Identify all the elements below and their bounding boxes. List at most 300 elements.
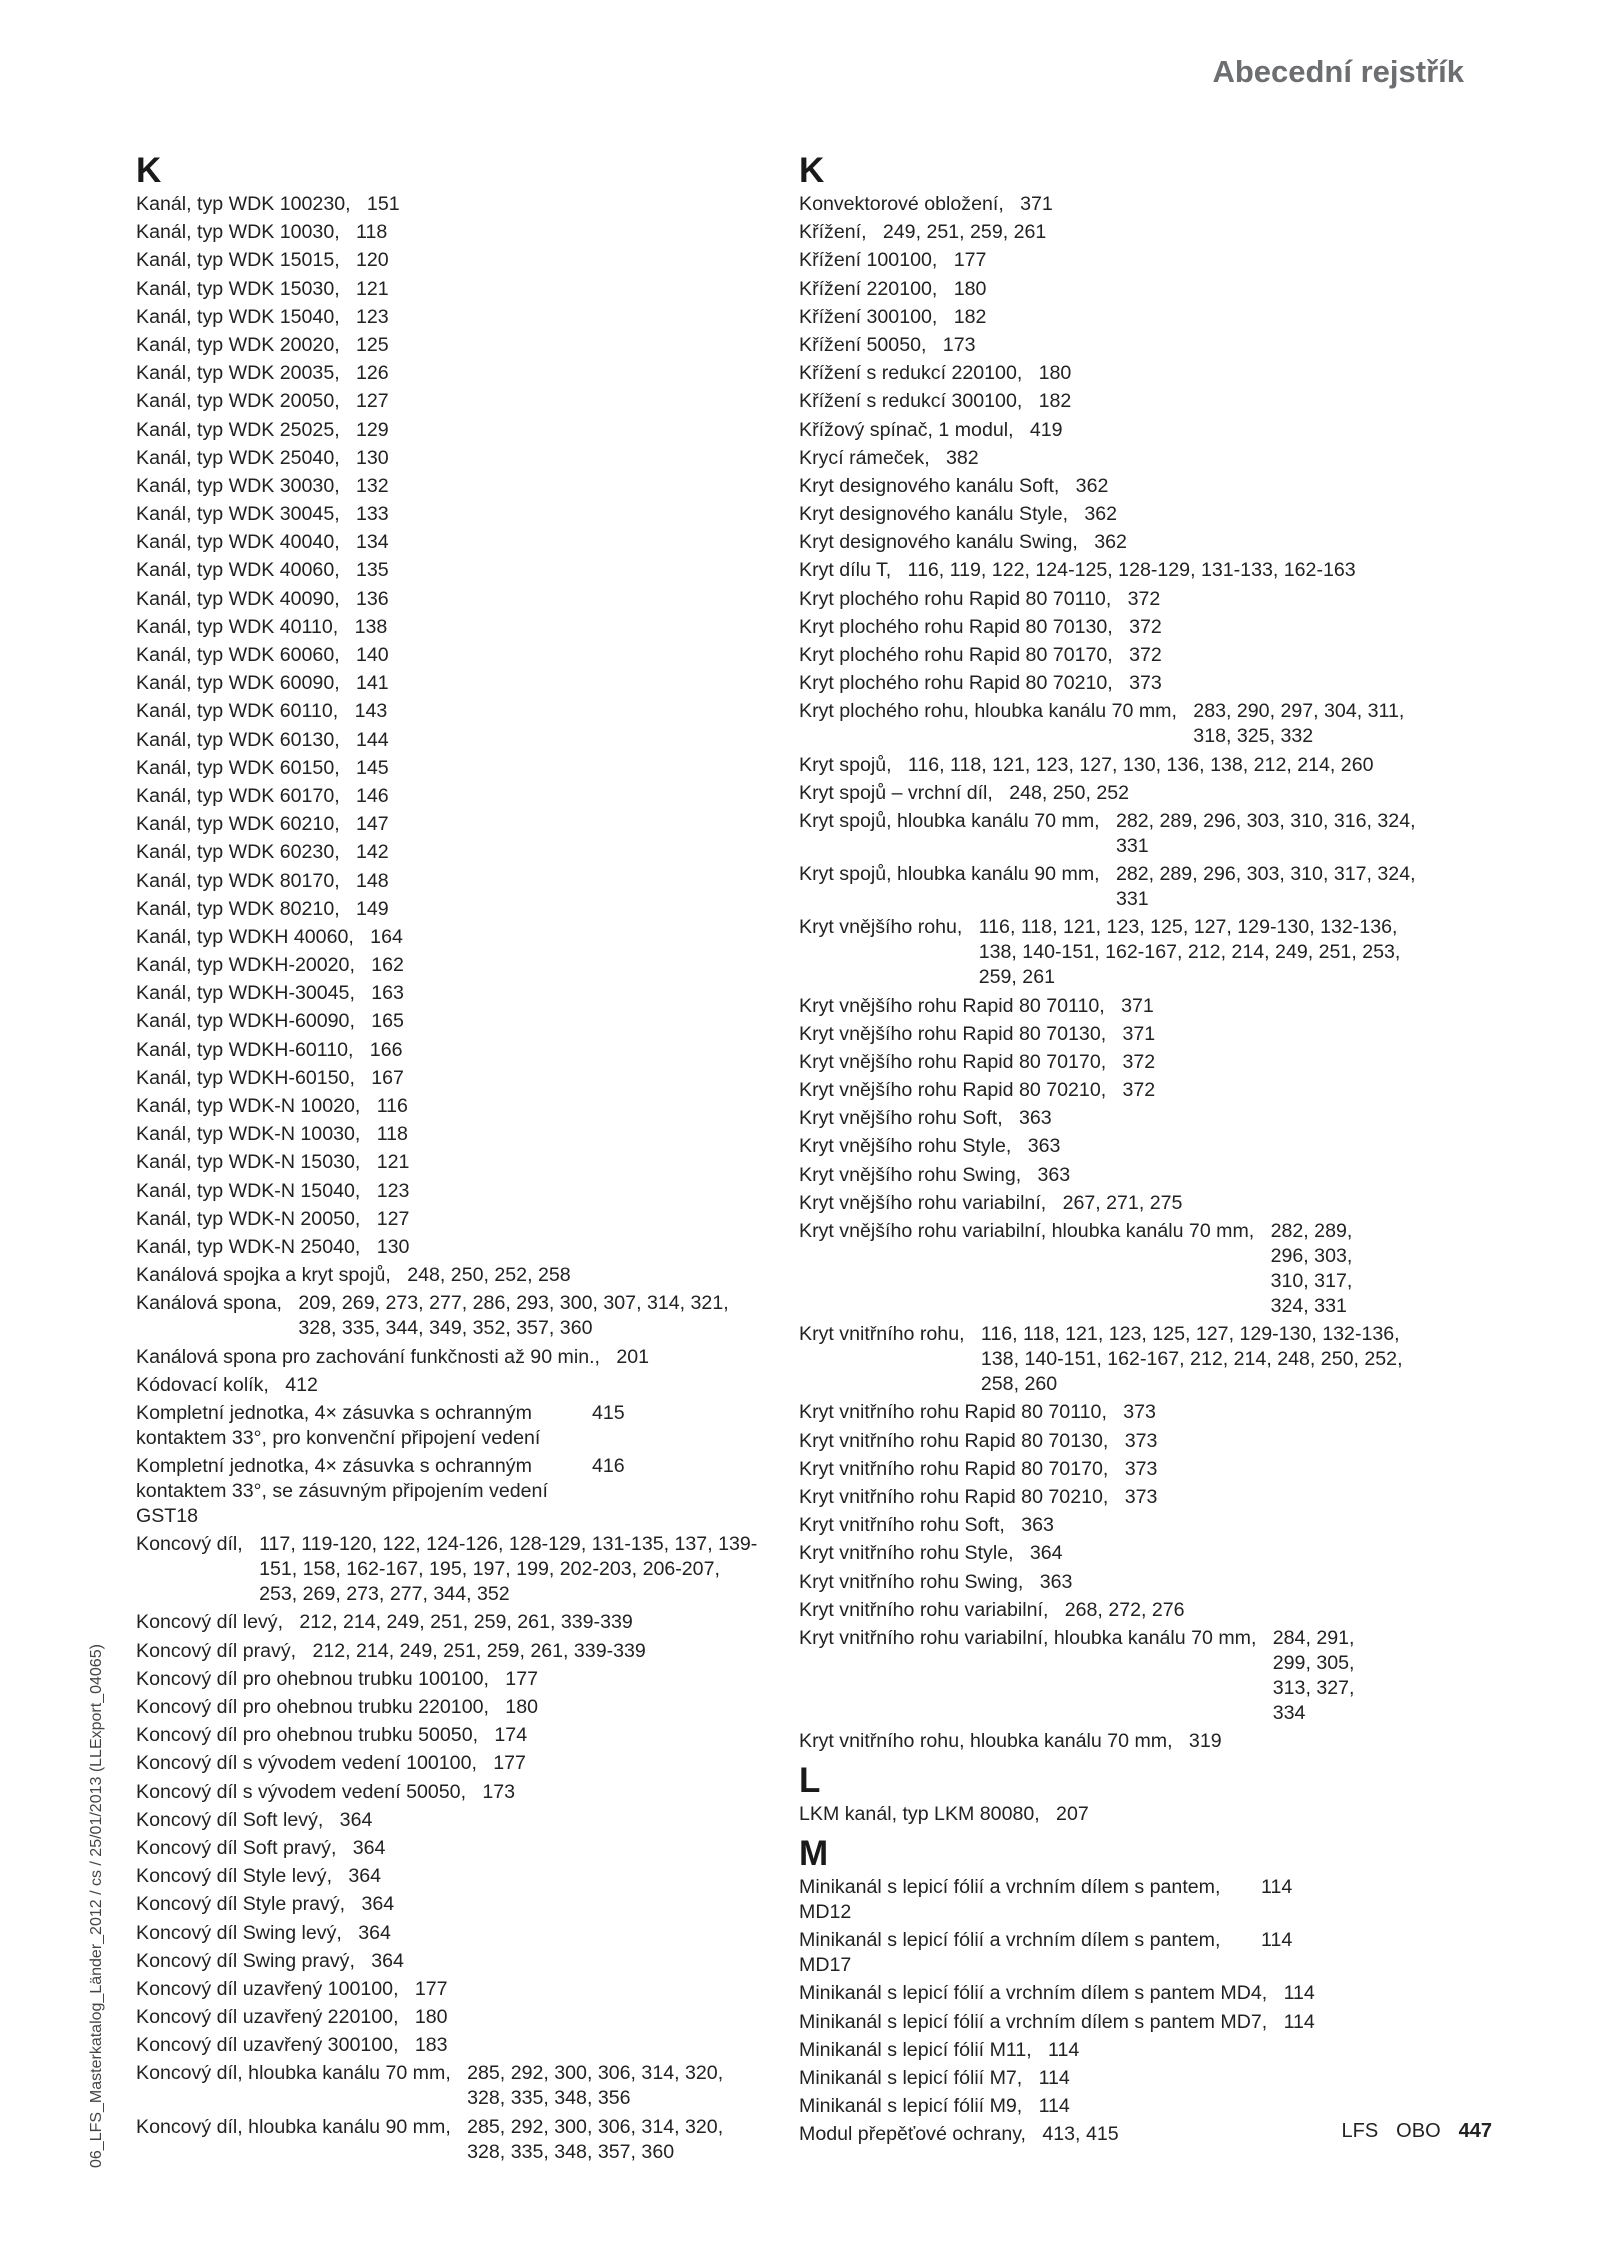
entry-term: Kanál, typ WDKH 40060, bbox=[136, 925, 354, 948]
index-entry bbox=[799, 361, 1489, 386]
index-entry bbox=[136, 756, 776, 781]
index-entry bbox=[136, 953, 776, 978]
entry-term: Kompletní jednotka, 4× zásuvka s ochranným kontaktem 33°, se zásuvným připojením vedení GST18 bbox=[136, 1455, 548, 1528]
entry-term: Kryt spojů – vrchní díl, bbox=[799, 781, 993, 804]
entry-term: Kanál, typ WDK 40060, bbox=[136, 559, 340, 582]
index-entry bbox=[136, 192, 776, 217]
entry-pages: 151 bbox=[366, 193, 400, 215]
index-entry bbox=[799, 781, 1489, 806]
entry-term: Kryt vnějšího rohu Rapid 80 70110, bbox=[799, 994, 1105, 1017]
index-entry bbox=[136, 1401, 776, 1451]
entry-pages: 207 bbox=[1056, 1803, 1089, 1826]
entry-term: Kanál, typ WDK 10030, bbox=[136, 221, 340, 244]
entry-pages: 372 bbox=[1129, 644, 1162, 666]
entry-term: Kanál, typ WDK-N 10020, bbox=[136, 1095, 361, 1117]
entry-pages: 373 bbox=[1124, 1485, 1158, 1508]
entry-pages: 130 bbox=[376, 1235, 410, 1258]
entry-pages: 373 bbox=[1124, 1457, 1158, 1480]
entry-pages: 415 bbox=[592, 1401, 625, 1424]
entry-pages: 364 bbox=[348, 1865, 382, 1888]
entry-pages: 183 bbox=[414, 2034, 448, 2057]
index-entry bbox=[799, 474, 1489, 499]
index-entry bbox=[799, 277, 1489, 302]
index-entry bbox=[799, 1322, 1489, 1397]
entry-term: Kanál, typ WDK 15040, bbox=[136, 305, 340, 328]
entry-pages: 116 bbox=[376, 1095, 408, 1117]
entry-pages: 133 bbox=[356, 503, 389, 526]
entry-term: Kryt plochého rohu Rapid 80 70110, bbox=[799, 587, 1112, 610]
index-entry bbox=[799, 862, 1489, 912]
entry-pages: 209, 269, 273, 277, 286, 293, 300, 307, 314, 321, 328, 335, 344, 349, 352, 357, 360 bbox=[298, 1292, 729, 1340]
index-entry bbox=[136, 1667, 776, 1692]
entry-term: Kanál, typ WDK 15030, bbox=[136, 277, 340, 300]
index-entry bbox=[136, 615, 776, 640]
index-entry bbox=[136, 1454, 776, 1529]
index-entry bbox=[136, 361, 776, 386]
index-column-left bbox=[136, 150, 776, 2171]
index-entry bbox=[136, 1751, 776, 1776]
entry-pages: 123 bbox=[356, 305, 389, 328]
section-letter: K bbox=[136, 151, 162, 190]
index-entry bbox=[799, 558, 1489, 583]
entry-term: Koncový díl, hloubka kanálu 90 mm, bbox=[136, 2115, 451, 2138]
entry-term: Koncový díl Soft levý, bbox=[136, 1808, 324, 1831]
index-entry bbox=[136, 1780, 776, 1805]
entry-term: Kanál, typ WDK 30045, bbox=[136, 503, 340, 526]
entry-pages: 114 bbox=[1038, 2095, 1070, 2118]
entry-term: Kanál, typ WDK 25040, bbox=[136, 446, 340, 469]
entry-pages: 364 bbox=[358, 1921, 391, 1944]
index-entry bbox=[799, 671, 1489, 696]
entry-pages: 129 bbox=[356, 418, 389, 441]
index-entry bbox=[799, 2094, 1489, 2119]
index-entry bbox=[799, 1429, 1489, 1454]
entry-term: Kanál, typ WDKH-20020, bbox=[136, 954, 355, 977]
index-entry bbox=[136, 1066, 776, 1091]
entry-term: Kryt spojů, hloubka kanálu 70 mm, bbox=[799, 809, 1100, 832]
index-entry bbox=[136, 1207, 776, 1232]
index-entry bbox=[136, 1892, 776, 1917]
entry-term: Kanál, typ WDKH-60110, bbox=[136, 1038, 354, 1061]
entry-pages: 166 bbox=[369, 1038, 403, 1061]
entry-pages: 117, 119-120, 122, 124-126, 128-129, 131-135, 137, 139-151, 158, 162-167, 195, 197, 199, 202-203, 206-207, 253, 269, 273, 277, 344, 352 bbox=[259, 1533, 758, 1606]
index-column-right bbox=[799, 150, 1489, 2153]
index-entry bbox=[136, 1038, 776, 1063]
index-entry bbox=[136, 1864, 776, 1889]
index-entry bbox=[136, 248, 776, 273]
index-entry bbox=[136, 446, 776, 471]
entry-pages: 282, 289, 296, 303, 310, 316, 324, 331 bbox=[1115, 809, 1416, 857]
entry-pages: 121 bbox=[356, 277, 389, 300]
entry-term: Kryt dílu T, bbox=[799, 559, 892, 582]
index-entry bbox=[136, 333, 776, 358]
entry-term: Modul přepěťové ochrany, bbox=[799, 2123, 1027, 2146]
entry-term: Kanálová spona pro zachování funkčnosti až 90 min., bbox=[136, 1345, 601, 1368]
entry-term: Koncový díl Swing levý, bbox=[136, 1921, 342, 1944]
entry-pages: 364 bbox=[339, 1808, 373, 1831]
index-entry bbox=[136, 1179, 776, 1204]
entry-pages: 125 bbox=[356, 333, 389, 356]
entry-term: Kryt vnějšího rohu Swing, bbox=[799, 1163, 1022, 1186]
entry-term: Konvektorové obložení, bbox=[799, 193, 1004, 215]
entry-pages: 180 bbox=[953, 277, 987, 300]
index-section-k bbox=[136, 150, 776, 2165]
entry-term: Kryt vnitřního rohu Rapid 80 70130, bbox=[799, 1429, 1109, 1452]
entry-term: Kryt vnitřního rohu, hloubka kanálu 70 mm, bbox=[799, 1730, 1173, 1753]
entry-pages: 362 bbox=[1075, 474, 1109, 497]
index-section-m bbox=[799, 1833, 1489, 2147]
entry-pages: 114 bbox=[1048, 2038, 1080, 2061]
index-entry bbox=[799, 1106, 1489, 1131]
index-entry bbox=[136, 812, 776, 837]
entry-term: Koncový díl pro ohebnou trubku 100100, bbox=[136, 1667, 489, 1690]
entry-pages: 212, 214, 249, 251, 259, 261, 339-339 bbox=[312, 1639, 646, 1662]
entry-term: Minikanál s lepicí fólií a vrchním dílem s pantem, MD17 bbox=[799, 1929, 1221, 1977]
entry-pages: 114 bbox=[1038, 2067, 1070, 2089]
entry-term: Kryt vnějšího rohu Rapid 80 70210, bbox=[799, 1079, 1107, 1102]
index-entry bbox=[136, 1263, 776, 1288]
entry-pages: 118 bbox=[356, 221, 388, 244]
index-section-k bbox=[799, 150, 1489, 1754]
entry-pages: 127 bbox=[376, 1207, 410, 1230]
entry-term: Kryt vnějšího rohu Soft, bbox=[799, 1107, 1003, 1130]
entry-pages: 371 bbox=[1122, 1022, 1156, 1045]
entry-pages: 363 bbox=[1019, 1107, 1052, 1130]
section-letter: L bbox=[799, 1761, 821, 1801]
entry-pages: 362 bbox=[1094, 531, 1127, 554]
index-entry bbox=[799, 389, 1489, 414]
entry-term: Koncový díl pravý, bbox=[136, 1639, 297, 1662]
entry-pages: 142 bbox=[356, 841, 389, 864]
index-entry bbox=[799, 1729, 1489, 1754]
entry-term: Koncový díl, bbox=[136, 1533, 243, 1556]
entry-pages: 364 bbox=[352, 1836, 386, 1859]
entry-term: Kanál, typ WDK 60090, bbox=[136, 672, 340, 695]
index-entry bbox=[136, 530, 776, 555]
entry-term: Kryt vnějšího rohu, bbox=[799, 916, 963, 939]
footer-brand-obo: OBO bbox=[1396, 2120, 1441, 2142]
entry-pages: 140 bbox=[356, 644, 389, 666]
entry-term: Kryt vnitřního rohu variabilní, bbox=[799, 1598, 1049, 1621]
entry-pages: 382 bbox=[946, 446, 979, 469]
entry-term: Koncový díl uzavřený 300100, bbox=[136, 2034, 399, 2057]
entry-pages: 201 bbox=[616, 1345, 650, 1368]
index-section-l bbox=[799, 1760, 1489, 1827]
index-entry bbox=[799, 809, 1489, 859]
entry-term: Křížení 220100, bbox=[799, 277, 938, 300]
entry-term: Kanál, typ WDK 20050, bbox=[136, 390, 340, 413]
entry-pages: 248, 250, 252, 258 bbox=[407, 1264, 571, 1287]
index-entry bbox=[799, 699, 1489, 749]
entry-term: Kanál, typ WDK 60170, bbox=[136, 784, 340, 807]
entry-pages: 148 bbox=[356, 869, 389, 892]
entry-term: Koncový díl, hloubka kanálu 70 mm, bbox=[136, 2062, 451, 2085]
entry-term: Kryt designového kanálu Style, bbox=[799, 503, 1069, 526]
entry-pages: 118 bbox=[376, 1123, 408, 1146]
entry-term: Kryt vnitřního rohu variabilní, hloubka kanálu 70 mm, bbox=[799, 1626, 1257, 1649]
entry-pages: 177 bbox=[414, 1977, 448, 2000]
index-entry bbox=[136, 925, 776, 950]
entry-term: Koncový díl Style pravý, bbox=[136, 1893, 346, 1916]
index-entry bbox=[136, 671, 776, 696]
index-entry bbox=[136, 1977, 776, 2002]
entry-term: Kanál, typ WDK-N 20050, bbox=[136, 1207, 361, 1230]
index-entry bbox=[799, 615, 1489, 640]
entry-pages: 116, 118, 121, 123, 127, 130, 136, 138, 212, 214, 260 bbox=[907, 753, 1374, 776]
entry-pages: 114 bbox=[1261, 1929, 1293, 1952]
entry-pages: 162 bbox=[371, 954, 404, 977]
entry-term: Kanál, typ WDK 40110, bbox=[136, 615, 339, 638]
entry-term: Minikanál s lepicí fólií M7, bbox=[799, 2067, 1023, 2089]
entry-pages: 138 bbox=[354, 615, 388, 638]
entry-term: Kanál, typ WDK 40040, bbox=[136, 531, 340, 554]
entry-term: Koncový díl pro ohebnou trubku 220100, bbox=[136, 1696, 489, 1718]
index-entry bbox=[136, 1921, 776, 1946]
entry-term: Kryt plochého rohu, hloubka kanálu 70 mm, bbox=[799, 700, 1177, 723]
entry-pages: 180 bbox=[505, 1696, 538, 1718]
entry-pages: 371 bbox=[1020, 193, 1053, 215]
index-entry bbox=[136, 2033, 776, 2058]
entry-pages: 135 bbox=[356, 559, 389, 582]
entry-pages: 284, 291, 299, 305, 313, 327, 334 bbox=[1272, 1626, 1355, 1724]
entry-pages: 167 bbox=[371, 1066, 404, 1089]
index-entry bbox=[136, 1345, 776, 1370]
entry-term: Koncový díl s vývodem vedení 50050, bbox=[136, 1780, 467, 1803]
entry-pages: 114 bbox=[1283, 2010, 1315, 2033]
entry-pages: 416 bbox=[592, 1455, 625, 1478]
entry-pages: 182 bbox=[953, 305, 987, 328]
entry-term: Kanál, typ WDK 60060, bbox=[136, 644, 340, 666]
index-entry bbox=[136, 1532, 776, 1607]
entry-term: Kryt plochého rohu Rapid 80 70130, bbox=[799, 615, 1113, 638]
index-entry bbox=[136, 1150, 776, 1175]
page-title: Abecední rejstřík bbox=[1212, 54, 1464, 89]
entry-term: Koncový díl s vývodem vedení 100100, bbox=[136, 1752, 477, 1775]
entry-pages: 282, 289, 296, 303, 310, 317, 324, 331 bbox=[1115, 863, 1416, 911]
entry-term: Kanál, typ WDK 20020, bbox=[136, 333, 340, 356]
entry-term: LKM kanál, typ LKM 80080, bbox=[799, 1803, 1040, 1826]
entry-term: Kryt vnitřního rohu Soft, bbox=[799, 1514, 1005, 1537]
entry-pages: 164 bbox=[370, 925, 403, 948]
entry-pages: 372 bbox=[1122, 1079, 1156, 1102]
entry-term: Kanál, typ WDK-N 15030, bbox=[136, 1151, 361, 1174]
index-entry bbox=[136, 277, 776, 302]
entry-term: Kanál, typ WDK-N 25040, bbox=[136, 1235, 361, 1258]
entry-pages: 419 bbox=[1029, 418, 1063, 441]
entry-pages: 373 bbox=[1129, 672, 1162, 695]
index-entry bbox=[799, 2038, 1489, 2063]
entry-term: Kryt plochého rohu Rapid 80 70170, bbox=[799, 644, 1113, 666]
entry-pages: 268, 272, 276 bbox=[1064, 1598, 1185, 1621]
entry-term: Kanál, typ WDK 60130, bbox=[136, 728, 340, 751]
entry-term: Křížení 300100, bbox=[799, 305, 938, 328]
entry-term: Kanál, typ WDKH-60090, bbox=[136, 1010, 355, 1033]
entry-term: Kryt plochého rohu Rapid 80 70210, bbox=[799, 672, 1113, 695]
entry-term: Kryt vnitřního rohu Rapid 80 70110, bbox=[799, 1401, 1107, 1424]
index-entry bbox=[136, 840, 776, 865]
index-entry bbox=[799, 994, 1489, 1019]
index-entry bbox=[136, 502, 776, 527]
entry-pages: 144 bbox=[356, 728, 389, 751]
index-entry bbox=[136, 1094, 776, 1119]
index-entry bbox=[799, 1022, 1489, 1047]
index-entry bbox=[136, 587, 776, 612]
entry-term: Koncový díl levý, bbox=[136, 1611, 284, 1634]
index-entry bbox=[799, 1570, 1489, 1595]
index-entry bbox=[136, 2115, 776, 2165]
entry-term: Křížení s redukcí 300100, bbox=[799, 390, 1023, 413]
index-entry bbox=[799, 2066, 1489, 2091]
entry-term: Kanál, typ WDKH-60150, bbox=[136, 1066, 355, 1089]
entry-term: Kryt spojů, hloubka kanálu 90 mm, bbox=[799, 863, 1100, 886]
entry-pages: 126 bbox=[356, 362, 389, 385]
index-entry bbox=[799, 1163, 1489, 1188]
entry-term: Kanál, typ WDK-N 10030, bbox=[136, 1123, 361, 1146]
entry-term: Koncový díl Swing pravý, bbox=[136, 1949, 355, 1972]
entry-term: Kryt designového kanálu Soft, bbox=[799, 474, 1060, 497]
entry-term: Koncový díl Soft pravý, bbox=[136, 1836, 337, 1859]
entry-pages: 116, 118, 121, 123, 125, 127, 129-130, 132-136, 138, 140-151, 162-167, 212, 214, 249, 251, 253, 259, 261 bbox=[978, 916, 1401, 989]
index-entry bbox=[136, 981, 776, 1006]
index-entry bbox=[136, 418, 776, 443]
entry-pages: 123 bbox=[376, 1179, 410, 1202]
index-entry bbox=[136, 2061, 776, 2111]
entry-pages: 249, 251, 259, 261 bbox=[882, 221, 1047, 244]
index-entry bbox=[136, 897, 776, 922]
entry-term: Kanálová spojka a kryt spojů, bbox=[136, 1264, 391, 1287]
index-entry bbox=[136, 1949, 776, 1974]
index-entry bbox=[136, 558, 776, 583]
entry-term: Křížení s redukcí 220100, bbox=[799, 362, 1023, 385]
catalog-side-note: 06_LFS_Masterkatalog_Länder_2012 / cs / 25/01/2013 (LLExport_04065) bbox=[88, 1644, 105, 2168]
index-entry bbox=[799, 305, 1489, 330]
entry-term: Kryt designového kanálu Swing, bbox=[799, 531, 1078, 554]
page-footer bbox=[1341, 2120, 1492, 2143]
entry-pages: 285, 292, 300, 306, 314, 320, 328, 335, 348, 357, 360 bbox=[467, 2115, 724, 2163]
entry-term: Kanál, typ WDK 60210, bbox=[136, 813, 340, 836]
entry-pages: 130 bbox=[356, 446, 389, 469]
entry-pages: 132 bbox=[356, 474, 389, 497]
index-entry bbox=[799, 446, 1489, 471]
entry-term: Kanál, typ WDK 80170, bbox=[136, 869, 340, 892]
index-entry bbox=[136, 1836, 776, 1861]
index-entry bbox=[799, 1219, 1489, 1319]
index-entry bbox=[136, 643, 776, 668]
index-entry bbox=[799, 1541, 1489, 1566]
index-entry bbox=[799, 1400, 1489, 1425]
index-entry bbox=[799, 502, 1489, 527]
entry-term: Kryt vnitřního rohu, bbox=[799, 1323, 965, 1346]
entry-pages: 173 bbox=[942, 333, 976, 356]
entry-term: Kanál, typ WDK-N 15040, bbox=[136, 1179, 361, 1202]
index-entry bbox=[799, 1050, 1489, 1075]
index-entry bbox=[799, 333, 1489, 358]
entry-pages: 145 bbox=[356, 756, 389, 779]
index-entry bbox=[799, 643, 1489, 668]
entry-term: Koncový díl Style levý, bbox=[136, 1865, 333, 1888]
entry-pages: 127 bbox=[356, 390, 389, 413]
entry-pages: 364 bbox=[1029, 1542, 1063, 1565]
entry-term: Křížení, bbox=[799, 221, 867, 244]
entry-pages: 147 bbox=[356, 813, 389, 836]
entry-pages: 267, 271, 275 bbox=[1062, 1191, 1183, 1214]
entry-pages: 134 bbox=[356, 531, 389, 554]
index-entry bbox=[136, 1808, 776, 1833]
entry-pages: 180 bbox=[414, 2006, 448, 2029]
index-entry bbox=[799, 418, 1489, 443]
index-entry bbox=[799, 1598, 1489, 1623]
entry-term: Kryt vnějšího rohu Rapid 80 70170, bbox=[799, 1050, 1107, 1073]
entry-pages: 143 bbox=[354, 700, 388, 723]
entry-pages: 177 bbox=[493, 1752, 526, 1775]
index-entry bbox=[136, 1610, 776, 1635]
index-entry bbox=[799, 530, 1489, 555]
entry-term: Kanál, typ WDK 100230, bbox=[136, 193, 351, 215]
entry-pages: 174 bbox=[494, 1724, 528, 1747]
entry-term: Kanál, typ WDK 20035, bbox=[136, 362, 340, 385]
entry-pages: 173 bbox=[482, 1780, 516, 1803]
index-entry bbox=[136, 305, 776, 330]
index-entry bbox=[136, 728, 776, 753]
index-entry bbox=[799, 1928, 1489, 1978]
entry-pages: 282, 289, 296, 303, 310, 317, 324, 331 bbox=[1270, 1220, 1353, 1317]
entry-pages: 319 bbox=[1188, 1730, 1222, 1753]
entry-pages: 180 bbox=[1038, 362, 1072, 385]
entry-term: Kanál, typ WDK 60110, bbox=[136, 700, 339, 723]
entry-pages: 363 bbox=[1027, 1135, 1061, 1158]
entry-pages: 116, 118, 121, 123, 125, 127, 129-130, 132-136, 138, 140-151, 162-167, 212, 214, 248, 250, 252, 258, 260 bbox=[980, 1323, 1403, 1396]
index-entry bbox=[799, 1485, 1489, 1510]
entry-pages: 177 bbox=[505, 1667, 538, 1690]
entry-pages: 363 bbox=[1039, 1570, 1073, 1593]
entry-pages: 182 bbox=[1038, 390, 1072, 413]
entry-term: Minikanál s lepicí fólií M9, bbox=[799, 2095, 1023, 2118]
entry-term: Kanál, typ WDK 60230, bbox=[136, 841, 340, 864]
index-entry bbox=[799, 915, 1489, 990]
index-entry bbox=[799, 753, 1489, 778]
entry-term: Koncový díl uzavřený 220100, bbox=[136, 2006, 399, 2029]
index-entry bbox=[136, 1373, 776, 1398]
index-entry bbox=[799, 248, 1489, 273]
entry-pages: 373 bbox=[1123, 1401, 1156, 1424]
entry-term: Kanál, typ WDK 30030, bbox=[136, 474, 340, 497]
index-entry bbox=[799, 1078, 1489, 1103]
entry-pages: 372 bbox=[1122, 1050, 1156, 1073]
entry-pages: 372 bbox=[1127, 587, 1161, 610]
index-entry bbox=[799, 587, 1489, 612]
index-entry bbox=[799, 1191, 1489, 1216]
index-entry bbox=[799, 220, 1489, 245]
index-entry bbox=[136, 2005, 776, 2030]
entry-pages: 285, 292, 300, 306, 314, 320, 328, 335, 348, 356 bbox=[467, 2062, 724, 2110]
entry-term: Kanál, typ WDK 40090, bbox=[136, 587, 340, 610]
entry-term: Kompletní jednotka, 4× zásuvka s ochranným kontaktem 33°, pro konvenční připojení vedení bbox=[136, 1401, 541, 1449]
entry-term: Minikanál s lepicí fólií a vrchním dílem s pantem, MD12 bbox=[799, 1876, 1221, 1924]
index-entry bbox=[136, 1639, 776, 1664]
index-entry bbox=[799, 1981, 1489, 2006]
entry-term: Křížový spínač, 1 modul, bbox=[799, 418, 1014, 441]
index-entry bbox=[799, 1626, 1489, 1726]
entry-pages: 212, 214, 249, 251, 259, 261, 339-339 bbox=[299, 1611, 633, 1634]
entry-term: Minikanál s lepicí fólií M11, bbox=[799, 2038, 1032, 2061]
index-entry bbox=[799, 1513, 1489, 1538]
entry-term: Kryt spojů, bbox=[799, 753, 892, 776]
page-number: 447 bbox=[1458, 2120, 1492, 2142]
index-entry bbox=[799, 1457, 1489, 1482]
index-entry bbox=[136, 1009, 776, 1034]
entry-term: Minikanál s lepicí fólií a vrchním dílem s pantem MD7, bbox=[799, 2010, 1268, 2033]
entry-term: Krycí rámeček, bbox=[799, 446, 930, 469]
